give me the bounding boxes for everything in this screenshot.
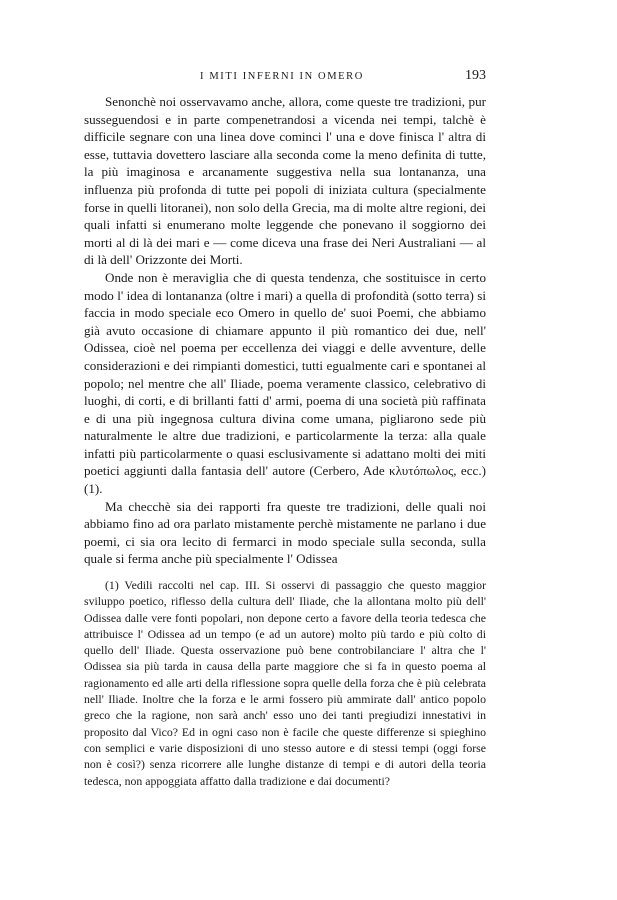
paragraph: Onde non è meraviglia che di questa tendenza, che sostituisce in certo modo l' idea di lontananza (oltre i mari) a quella di profondità (sotto terra) si faccia in modo speciale eco Omero in quello de' suoi Poemi, che abbiamo già avuto occasione di chiamare appunto il più romantico dei due, nell' Odissea, cioè nel poema per eccellenza dei viaggi e delle avventure, delle considerazioni e dei rimpianti domestici, tutti egualmente cari e spontanei al popolo; nel mentre che all' Iliade, poema veramente classico, celebrativo di luoghi, di corti, e di brillanti fatti d' armi, poema di una società più raffinata e di una più ingegnosa cultura divina come umana, pigliarono sede più naturalmente le altre due tradizioni, e particolarmente la terza: alla quale infatti più particolarmente o quasi esclusivamente si adattano molti dei miti poetici aggiunti dalla fantasia dell' autore (Cerbero, Ade κλυτόπωλος, ecc.) (1). xyxy=(84,269,486,497)
paragraph: Ma checchè sia dei rapporti fra queste tre tradizioni, delle quali noi abbiamo fino ad ora parlato mistamente perchè mistamente ne parlano i due poemi, ci sia ora lecito di fermarci in modo speciale sulla seconda, sulla quale si ferma anche più specialmente l' Odissea xyxy=(84,498,486,567)
running-title: I MITI INFERNI IN OMERO xyxy=(200,71,364,82)
footnote: (1) Vedili raccolti nel cap. III. Si osservi di passaggio che questo maggior sviluppo poetico, riflesso della cultura dell' Iliade, che la allontana molto più dell' Odissea dalle vere fonti popolari, non depone certo a favore della teoria tedesca che attribuisce l' Odissea ad un tempo (e ad un autore) molto più tardo e più colto di quello dell' Iliade. Questa osservazione può bene controbilanciare l' altra che l' Odissea sia più tarda in causa della parte maggiore che si fa in questo poema al ragionamento ed alle arti della riflessione sopra quelle della forza che è più celebrata nell' Iliade. Inoltre che la forza e le armi fossero più ammirate dall' antico popolo greco che la ragione, non sarà anch' esso uno dei tanti pregiudizi innestativi in proposito dal Vico? Ed in ogni caso non è facile che queste differenze si spieghino con semplici e varie disposizioni di uno stesso autore e di stessi tempi (oggi forse non è così?) senza ricorrere alle lunghe distanze di tempi e di autori della teoria tedesca, non appoggiata affatto dalla tradizione e dai documenti? xyxy=(84,578,486,788)
page-header xyxy=(84,68,486,84)
footnotes xyxy=(84,577,486,789)
page-number: 193 xyxy=(465,68,486,83)
main-text xyxy=(84,93,486,568)
paragraph: Senonchè noi osservavamo anche, allora, come queste tre tradizioni, pur susseguendosi e in parte compenetrandosi a vicenda nei tempi, talchè è difficile segnare con una linea dove cominci l' una e dove finisca l' altra di esse, tuttavia dovettero lasciare alla seconda come la meno definita di tutte, la più imaginosa e arcanamente suggestiva nella sua lontananza, una influenza più profonda di tutte pei popoli di iniziata cultura (specialmente forse in quelli litoranei), non solo della Grecia, ma di molte altre regioni, dei quali infatti si enumerano molte leggende che ponevano il soggiorno dei morti al di là dei mari e — come diceva una frase dei Neri Australiani — al di là dell' Orizzonte dei Morti. xyxy=(84,94,486,268)
